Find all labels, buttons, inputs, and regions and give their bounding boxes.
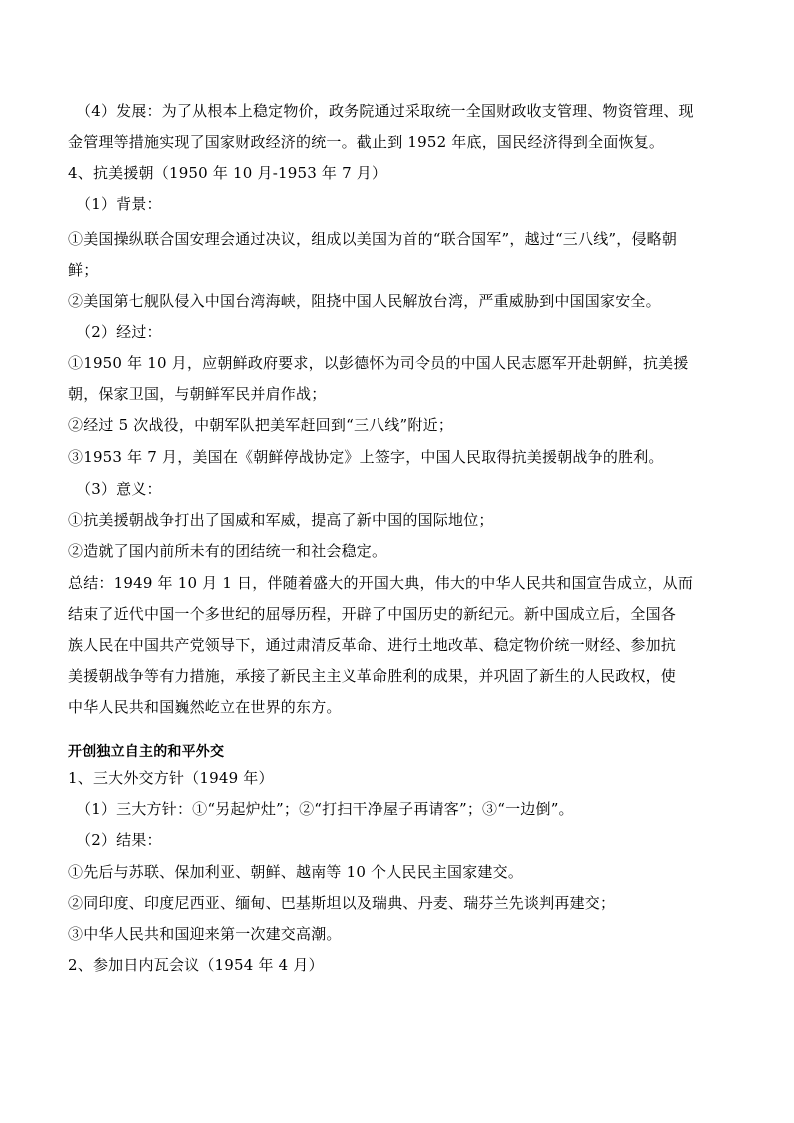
paragraph-line: 族人民在中国共产党领导下，通过肃清反革命、进行土地改革、稳定物价统一财经、参加抗 <box>68 636 677 654</box>
paragraph-line: ①1950 年 10 月，应朝鲜政府要求，以彭德怀为司令员的中国人民志愿军开赴朝鲜，抗美援 <box>68 354 689 372</box>
paragraph-line: （4）发展：为了从根本上稳定物价，政务院通过采取统一全国财政收支管理、物资管理、现 <box>76 102 694 120</box>
paragraph-line: ③1953 年 7 月，美国在《朝鲜停战协定》上签字，中国人民取得抗美援朝战争的胜利。 <box>68 448 664 466</box>
subheading: （3）意义： <box>76 480 162 498</box>
paragraph-line: 结束了近代中国一个多世纪的屈辱历程，开辟了中国历史的新纪元。新中国成立后，全国各 <box>68 605 677 623</box>
section-heading: 2、参加日内瓦会议（1954 年 4 月） <box>68 956 324 974</box>
subheading: （1）背景： <box>76 195 162 213</box>
section-heading: 1、三大外交方针（1949 年） <box>68 769 274 787</box>
paragraph-line: ②造就了国内前所未有的团结统一和社会稳定。 <box>68 542 388 560</box>
subheading: （2）经过： <box>76 323 162 341</box>
paragraph-line: 鲜； <box>68 261 99 279</box>
paragraph-line: ②同印度、印度尼西亚、缅甸、巴基斯坦以及瑞典、丹麦、瑞芬兰先谈判再建交； <box>68 894 616 912</box>
paragraph-line: ①先后与苏联、保加利亚、朝鲜、越南等 10 个人民民主国家建交。 <box>68 863 524 881</box>
paragraph-line: 中华人民共和国巍然屹立在世界的东方。 <box>68 698 342 716</box>
paragraph-line: ①抗美援朝战争打出了国威和军威，提高了新中国的国际地位； <box>68 511 494 529</box>
paragraph-line: 美援朝战争等有力措施，承接了新民主主义革命胜利的成果，并巩固了新生的人民政权，使 <box>68 667 677 685</box>
paragraph-line: （1）三大方针：①“另起炉灶”；②“打扫干净屋子再请客”；③“一边倒”。 <box>76 800 574 818</box>
paragraph-line: ②经过 5 次战役，中朝军队把美军赶回到“三八线”附近； <box>68 416 454 434</box>
paragraph-line: 金管理等措施实现了国家财政经济的统一。截止到 1952 年底，国民经济得到全面恢复。 <box>68 133 665 151</box>
subheading: （2）结果： <box>76 831 162 849</box>
section-title: 开创独立自主的和平外交 <box>68 744 225 760</box>
section-heading: 4、抗美援朝（1950 年 10 月-1953 年 7 月） <box>68 164 388 182</box>
paragraph-line: 朝，保家卫国，与朝鲜军民并肩作战； <box>68 385 327 403</box>
paragraph-line: ①美国操纵联合国安理会通过决议，组成以美国为首的“联合国军”，越过“三八线”，侵略朝 <box>68 230 678 248</box>
paragraph-line: ③中华人民共和国迎来第一次建交高潮。 <box>68 925 342 943</box>
paragraph-line: 总结：1949 年 10 月 1 日，伴随着盛大的开国大典，伟大的中华人民共和国宣告成立，从而 <box>68 574 694 592</box>
paragraph-line: ②美国第七舰队侵入中国台湾海峡，阻挠中国人民解放台湾，严重威胁到中国国家安全。 <box>68 292 661 310</box>
